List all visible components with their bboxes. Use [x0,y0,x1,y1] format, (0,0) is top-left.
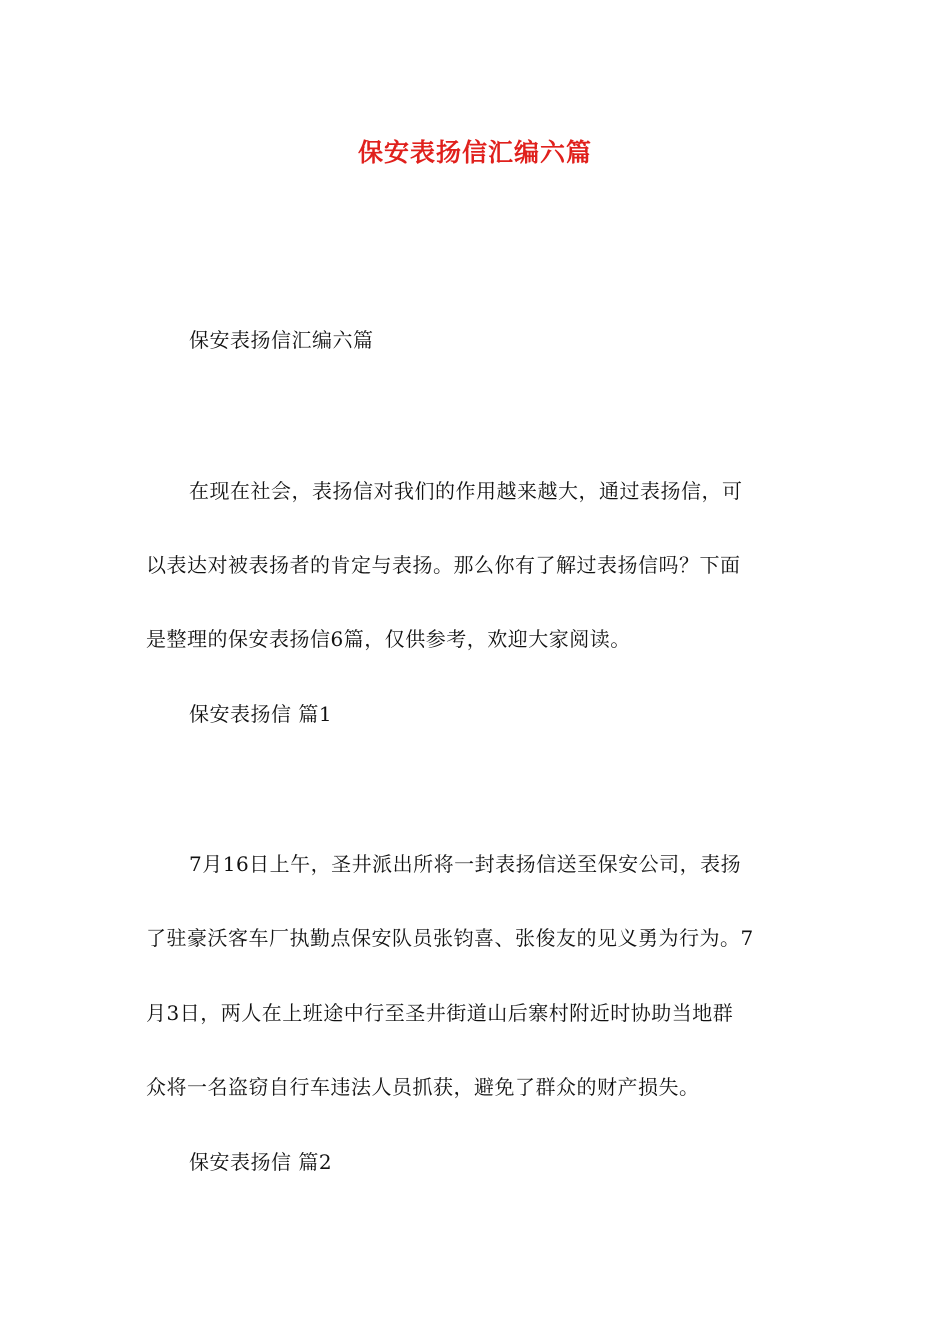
intro-line-2: 以表达对被表扬者的肯定与表扬。那么你有了解过表扬信吗？下面 [146,553,741,577]
section-heading-2: 保安表扬信 篇2 [189,1150,333,1174]
document-title: 保安表扬信汇编六篇 [357,138,592,167]
section1-line-4: 众将一名盗窃自行车违法人员抓获，避免了群众的财产损失。 [146,1075,700,1099]
intro-line-3: 是整理的保安表扬信6篇，仅供参考，欢迎大家阅读。 [146,627,631,651]
intro-line-1: 在现在社会，表扬信对我们的作用越来越大，通过表扬信，可 [189,479,743,503]
section1-line-3: 月3日，两人在上班途中行至圣井街道山后寨村附近时协助当地群 [146,1001,734,1025]
document-subtitle: 保安表扬信汇编六篇 [189,328,374,352]
section1-line-1: 7月16日上午，圣井派出所将一封表扬信送至保安公司，表扬 [189,852,742,876]
section-heading-1: 保安表扬信 篇1 [189,702,333,726]
section1-line-2: 了驻豪沃客车厂执勤点保安队员张钧喜、张俊友的见义勇为行为。7 [146,926,754,950]
